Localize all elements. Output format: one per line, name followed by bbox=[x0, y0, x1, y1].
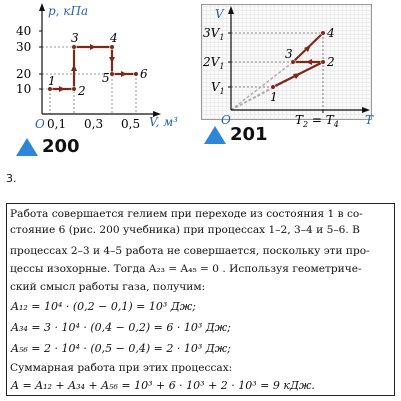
figure-200-triangle-icon bbox=[16, 138, 38, 156]
y-tick-3v1: $3V_1$ bbox=[203, 26, 225, 42]
guide-lines bbox=[42, 47, 136, 114]
state-points bbox=[48, 45, 139, 92]
formula-a56: A₅₆ = 2 · 10⁴ · (0,5 − 0,4) = 2 · 10³ Дж; bbox=[11, 342, 231, 355]
point-label-4: 4 bbox=[327, 26, 335, 40]
figure-200-number: 200 bbox=[42, 136, 80, 157]
axes bbox=[42, 8, 156, 114]
process-path bbox=[50, 47, 136, 89]
point-label-5: 5 bbox=[102, 71, 110, 85]
t-label: $T_2 = T_4$ bbox=[295, 113, 339, 129]
problem-number: 3. bbox=[6, 172, 17, 185]
point-label-2: 2 bbox=[327, 55, 335, 69]
x-tick-0-3: 0,3 bbox=[84, 117, 104, 131]
point-label-6: 6 bbox=[140, 67, 148, 81]
x-axis-label: V, м³ bbox=[149, 115, 178, 129]
origin-label: O bbox=[221, 113, 231, 127]
formula-a34: A₃₄ = 3 · 10⁴ · (0,4 − 0,2) = 6 · 10³ Дж; bbox=[11, 321, 231, 334]
origin-label: O bbox=[35, 117, 45, 131]
point-label-4: 4 bbox=[110, 31, 118, 45]
solution-line-6: Суммарная работа при этих процессах: bbox=[10, 362, 233, 374]
point-label-1: 1 bbox=[270, 90, 278, 104]
point-label-2: 2 bbox=[78, 84, 86, 98]
process-arrows bbox=[59, 44, 127, 92]
y-tick-v1: $V_1$ bbox=[211, 80, 225, 96]
y-axis-label: p, кПа bbox=[48, 4, 89, 18]
solution-line-5: ский смысл работы газа, получим: bbox=[10, 281, 206, 293]
solution-line-3: процессах 2–3 и 4–5 работа не совершается, поскольку эти про- bbox=[10, 245, 370, 257]
x-tick-0-1: 0,1 bbox=[47, 117, 67, 131]
figure-200-pv-graph bbox=[8, 0, 178, 132]
process-path bbox=[273, 33, 323, 87]
formula-total: A = A₁₂ + A₃₄ + A₅₆ = 10³ + 6 · 10³ + 2 · 10³ = 9 кДж. bbox=[11, 379, 315, 392]
x-tick-0-5: 0,5 bbox=[121, 117, 141, 131]
y-tick-20: 20 bbox=[16, 67, 32, 81]
y-axis-arrow bbox=[228, 6, 234, 14]
solution-box bbox=[6, 203, 395, 396]
figure-201-number: 201 bbox=[230, 124, 268, 145]
x-axis-label: T bbox=[365, 113, 374, 127]
point-label-1: 1 bbox=[48, 74, 56, 88]
formula-a12: A₁₂ = 10⁴ · (0,2 − 0,1) = 10³ Дж; bbox=[11, 300, 196, 313]
y-tick-40: 40 bbox=[16, 24, 32, 38]
y-axis-arrow bbox=[39, 3, 45, 11]
point-label-3: 3 bbox=[285, 47, 293, 61]
solution-line-2: стояние 6 (рис. 200 учебника) при процессах 1–2, 3–4 и 5–6. В bbox=[10, 224, 360, 236]
solution-line-4: цессы изохорные. Тогда A₂₃ = A₄₅ = 0 . Используя геометриче- bbox=[10, 263, 362, 275]
solution-line-1: Работа совершается гелием при переходе из состояния 1 в со- bbox=[10, 208, 363, 220]
figure-201-triangle-icon bbox=[204, 126, 226, 144]
y-axis-label: V bbox=[215, 7, 224, 21]
y-tick-10: 10 bbox=[16, 82, 32, 96]
point-label-3: 3 bbox=[71, 31, 79, 45]
y-tick-2v1: $2V_1$ bbox=[203, 55, 225, 71]
y-tick-30: 30 bbox=[16, 40, 32, 54]
